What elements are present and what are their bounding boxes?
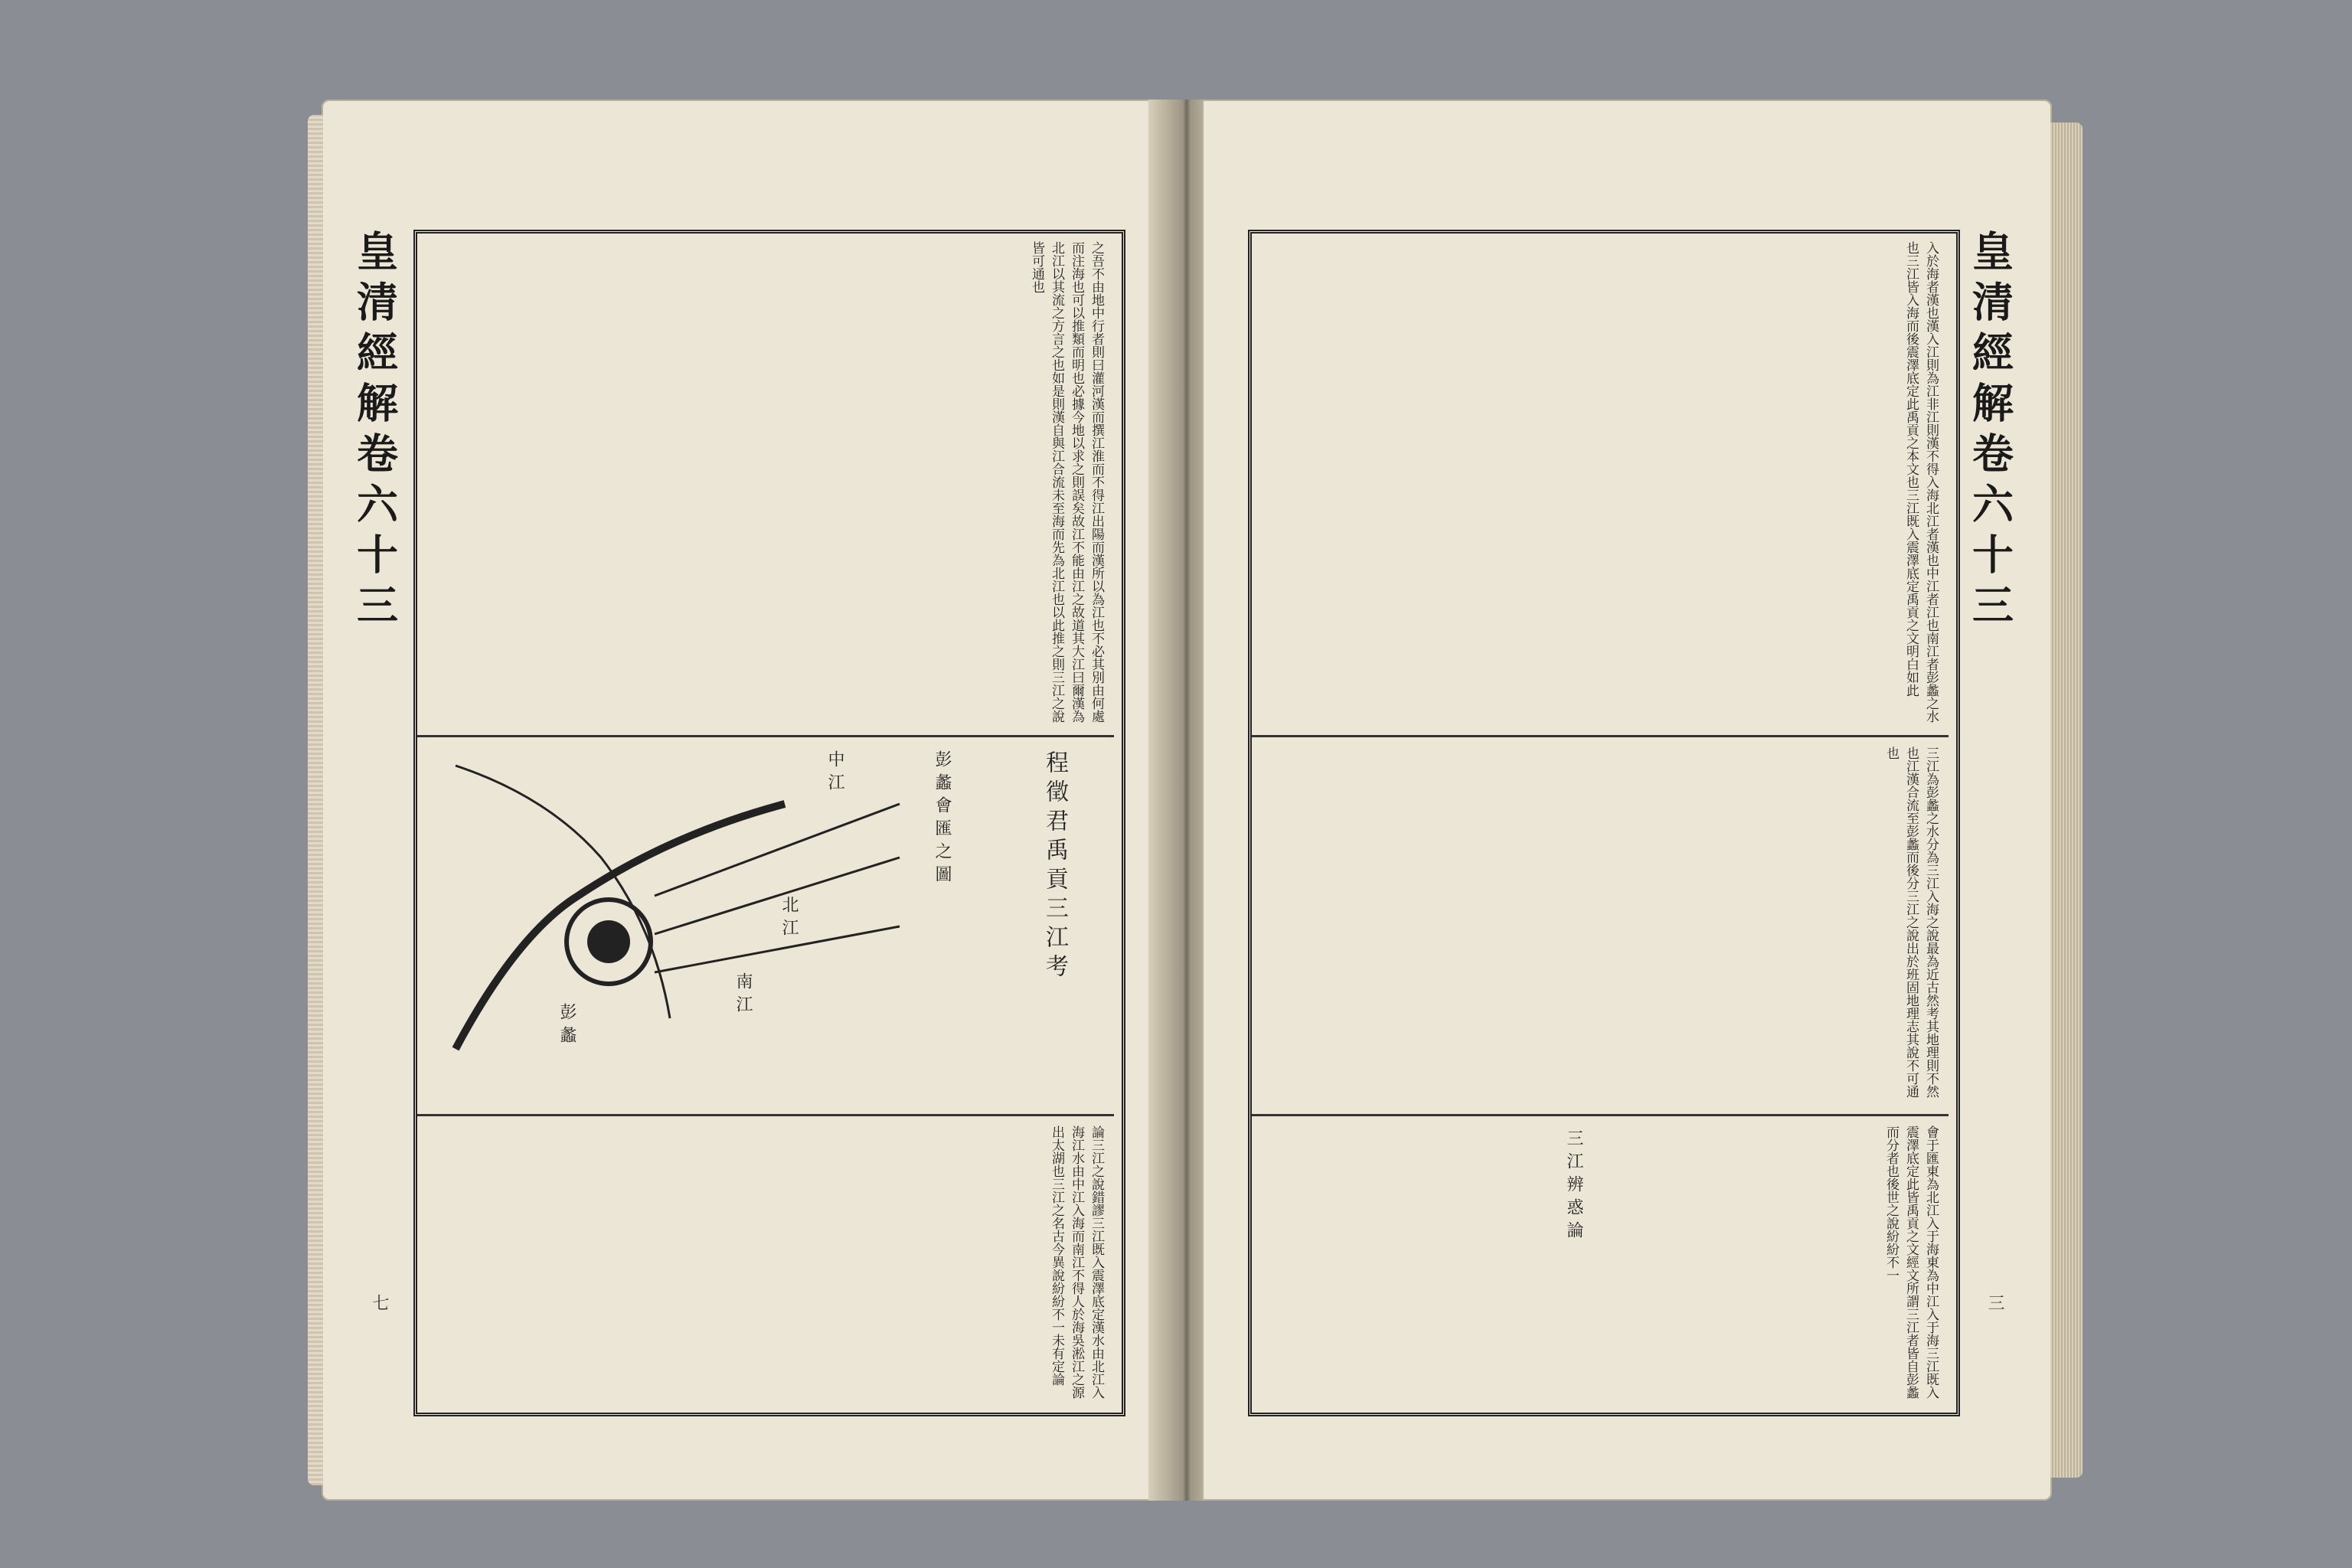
left-page-banner: 皇清經解卷六十三: [350, 230, 400, 634]
left-upper-divider: [417, 735, 1114, 737]
right-upper-divider: [1252, 735, 1949, 737]
right-page-banner: 皇清經解卷六十三: [1965, 230, 2015, 634]
left-folio: 七: [370, 1294, 389, 1311]
right-middle-text: 三江為彭蠡之水分為三江入海之說最為近古然考其地理則不然也江漢合流至彭蠡而後分三江之說出於班固地理志其說不可通也: [1883, 746, 1939, 1098]
page-edge-right: [2050, 122, 2082, 1478]
map-label-nanjiang: 南江: [733, 972, 753, 1018]
left-page: [322, 100, 1171, 1501]
left-lower-divider: [417, 1114, 1114, 1116]
open-book: [322, 100, 2052, 1501]
map-caption: 彭蠡會匯之圖: [933, 750, 952, 888]
map-label-beijiang: 北江: [779, 896, 799, 942]
author-line: 程徵君禹貢三江考: [1041, 750, 1068, 983]
map-label-zhongjiang: 中江: [825, 750, 844, 796]
left-lower-text: 論三江之說錯謬三江既入震澤底定漢水由北江入海江水由中江入海而南江不得人於海吳淞江之源出太湖也三江之名古今異說紛紛不一未有定論: [1049, 1125, 1104, 1399]
river-map: [425, 743, 923, 1110]
section-title: 三江辨惑論: [1564, 1129, 1583, 1244]
right-page: [1202, 100, 2052, 1501]
left-upper-text: 之吾不由地中行者則曰灌河漢而撰江淮而不得江出陽而漢所以為江也不必其別由何處而注海也可以推類而明也必據今地以求之則誤矣故江不能由江之故道其大江曰爾漢為北江以其流之方言之也如是則漢自與江合流未至海而先為北江也以此推之則三江之說皆可通也: [1029, 241, 1104, 723]
right-folio: 三: [1985, 1294, 2004, 1311]
right-upper-text: 入於海者漢也漢入江則為江非江則漢不得入海北江者漢也中江者江也南江者彭蠡之水也三江皆入海而後震澤底定此禹貢之本文也三江既入震澤底定禹貢之文明白如此: [1903, 241, 1939, 723]
map-label-pengli: 彭蠡: [557, 1003, 577, 1049]
page-edge-left: [308, 115, 323, 1485]
right-lower-text: 會于匯東為北江入于海東為中江入于海三江既入震澤底定此皆禹貢之文經文所謂三江者皆自彭蠡而分者也後世之說紛紛不一: [1883, 1125, 1939, 1399]
right-lower-divider: [1252, 1114, 1949, 1116]
